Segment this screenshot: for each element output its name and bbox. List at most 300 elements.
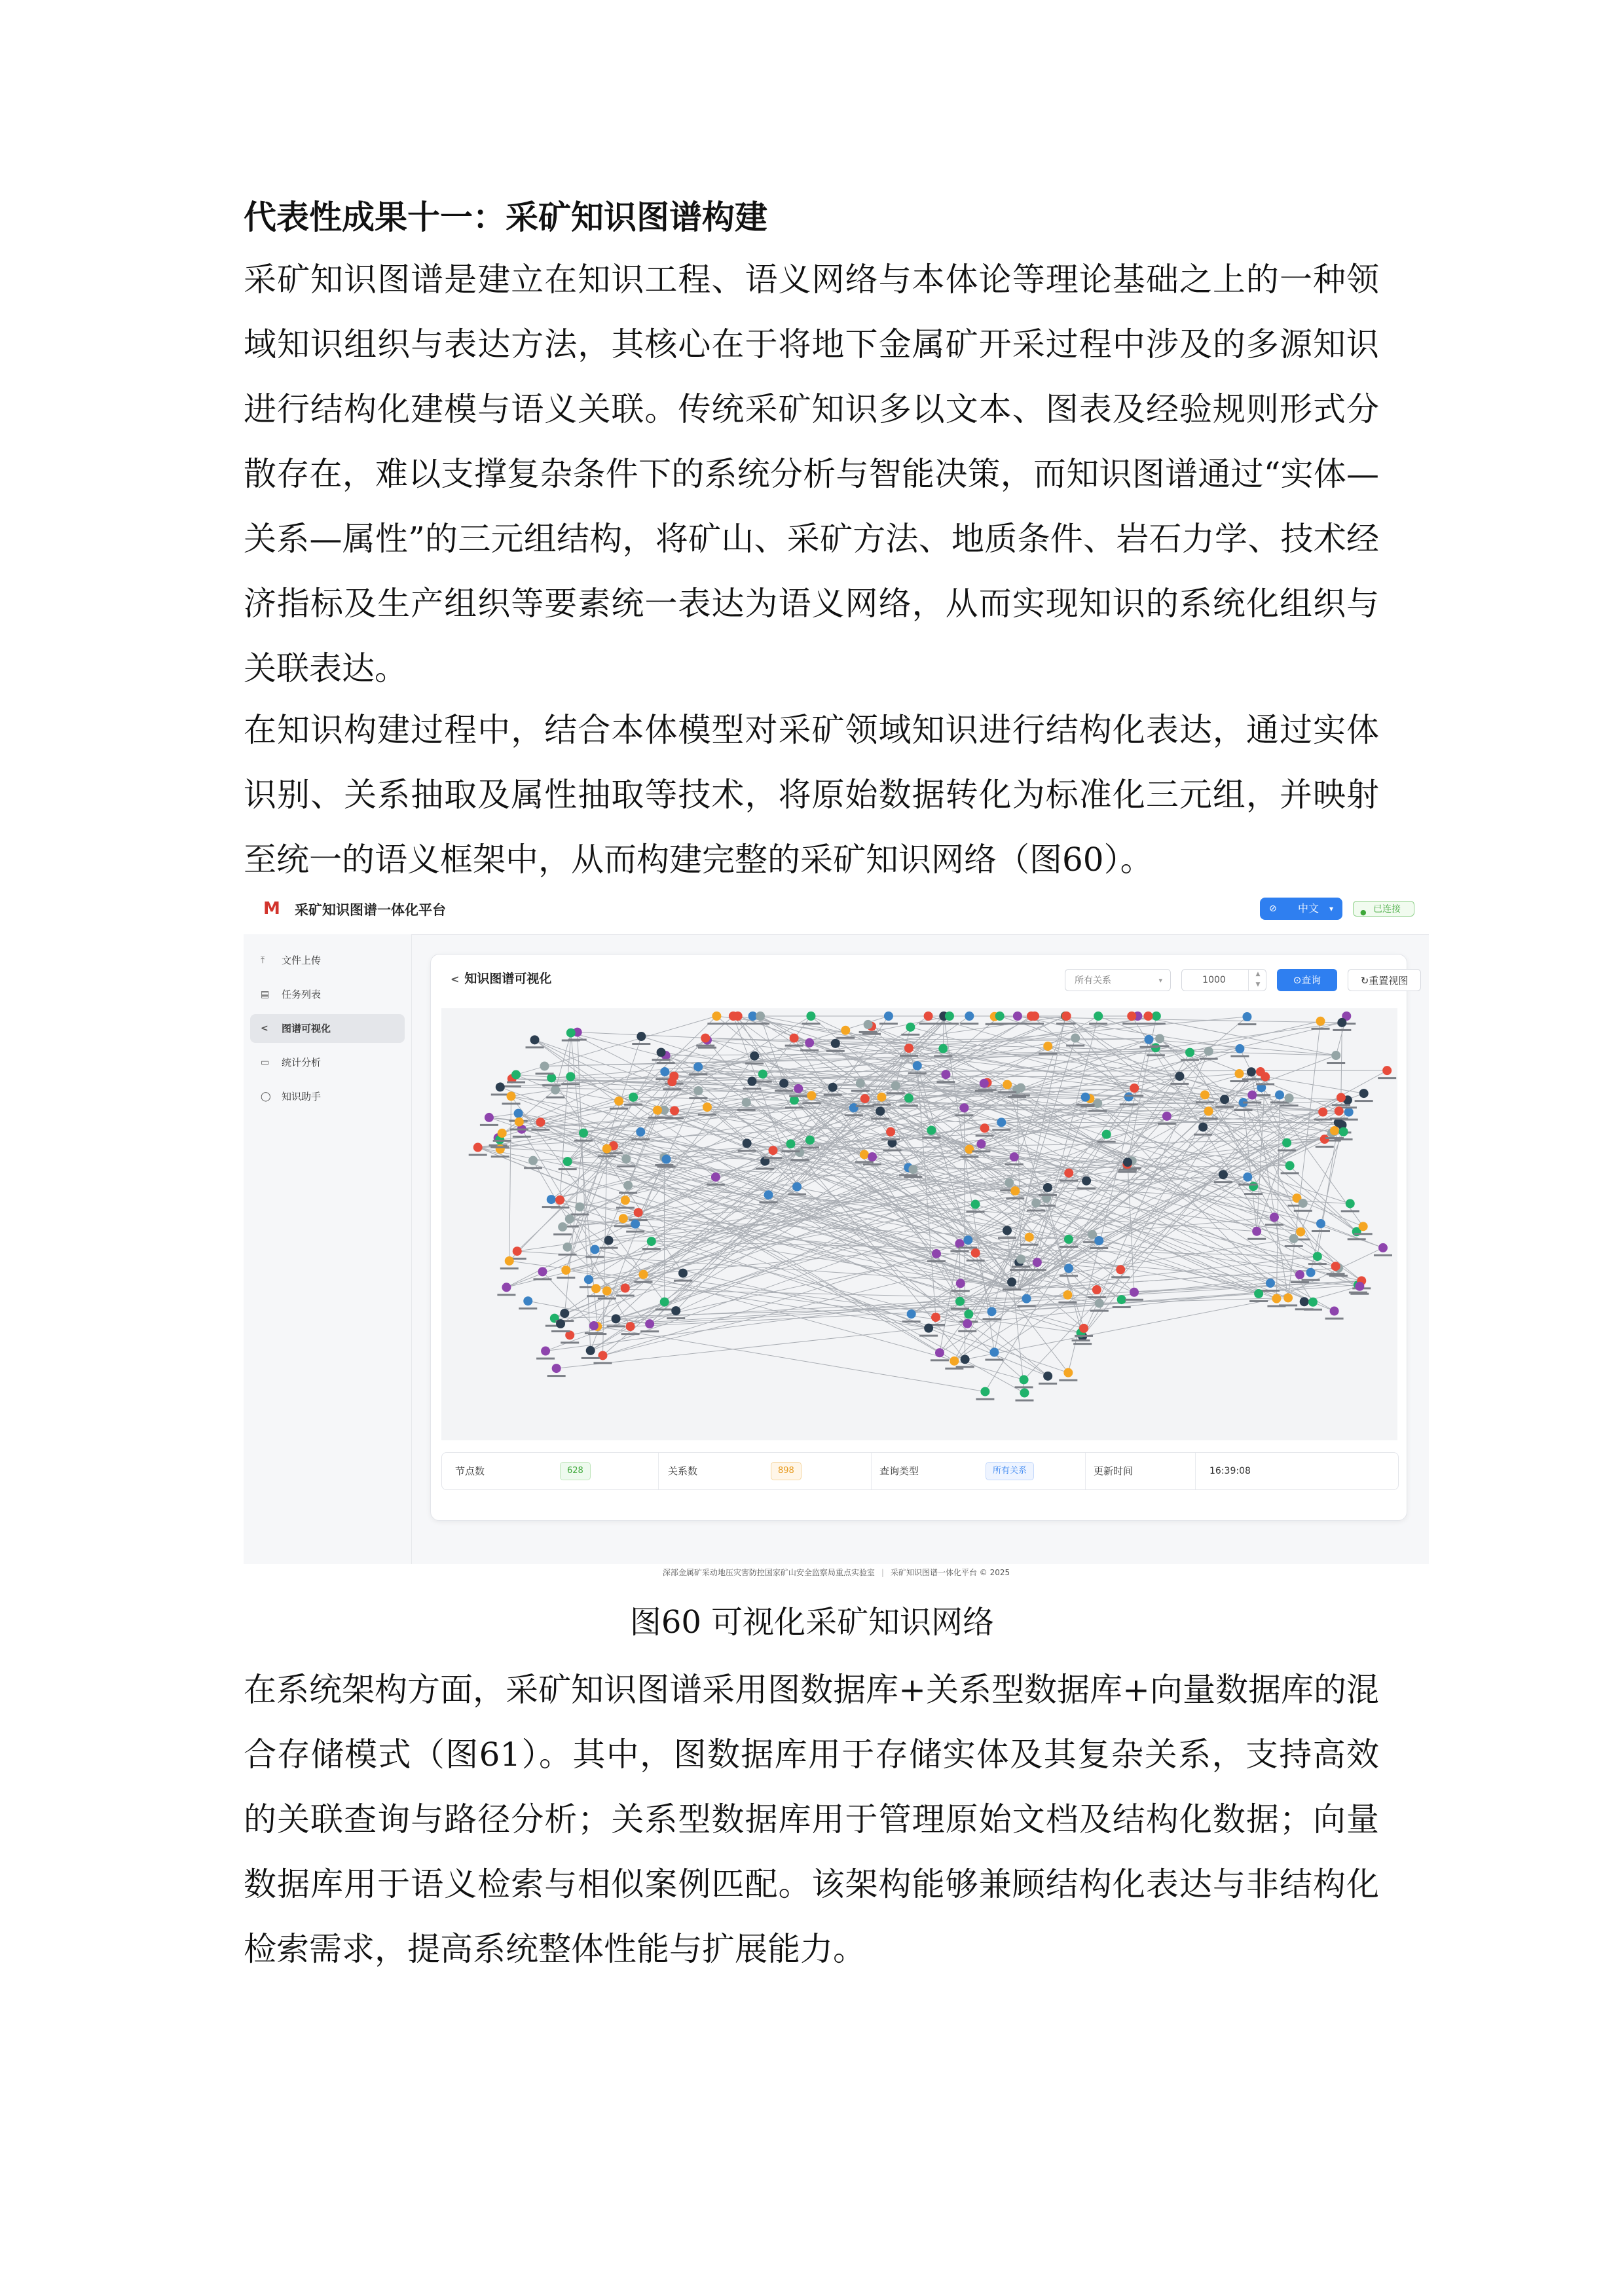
graph-node-label xyxy=(934,1055,952,1057)
edge-count-label: 关系数 xyxy=(668,1465,698,1477)
graph-node-label xyxy=(1088,1296,1106,1298)
graph-node-label xyxy=(1075,1335,1093,1337)
graph-node xyxy=(1116,1265,1125,1274)
graph-node xyxy=(997,1118,1006,1127)
graph-node-label xyxy=(536,1358,555,1360)
graph-node xyxy=(1095,1299,1104,1308)
graph-node xyxy=(621,1283,630,1292)
graph-node xyxy=(1081,1093,1090,1102)
graph-node-label xyxy=(632,1043,650,1045)
graph-node-label xyxy=(1335,1139,1353,1140)
graph-node-label xyxy=(500,1267,519,1269)
graph-node-label xyxy=(524,1167,542,1169)
graph-node xyxy=(1198,1123,1208,1132)
graph-node-label xyxy=(1312,1028,1330,1030)
graph-node xyxy=(1249,1182,1258,1191)
graph-node xyxy=(541,1347,550,1356)
graph-node-label xyxy=(1304,1309,1322,1311)
graph-node xyxy=(586,1346,595,1355)
graph-node-label xyxy=(785,1106,803,1108)
graph-node-label xyxy=(551,1207,569,1209)
graph-node xyxy=(961,1355,970,1364)
graph-node-label xyxy=(655,1164,673,1166)
graph-node xyxy=(828,1083,838,1092)
graph-node xyxy=(1117,1295,1126,1304)
graph-node xyxy=(502,1283,511,1292)
graph-node xyxy=(538,1267,547,1276)
graph-edge xyxy=(478,1148,1081,1333)
graph-node xyxy=(805,1135,815,1144)
graph-node-label xyxy=(1285,1245,1303,1247)
graph-node-label xyxy=(1158,1123,1176,1125)
graph-node xyxy=(964,1309,973,1319)
graph-node-label xyxy=(642,1248,661,1250)
graph-node-label xyxy=(1077,1104,1095,1106)
graph-node-label xyxy=(883,1149,901,1151)
graph-node xyxy=(1306,1268,1316,1277)
graph-node xyxy=(561,1266,570,1275)
graph-node-label xyxy=(559,1168,577,1170)
graph-node xyxy=(1300,1297,1309,1306)
graph-node-label xyxy=(1028,1269,1046,1271)
graph-node xyxy=(653,1106,662,1115)
graph-node-label xyxy=(1020,1244,1039,1246)
footer-copyright: 采矿知识图谱一体化平台 © 2025 xyxy=(890,1568,1010,1577)
graph-node-label xyxy=(826,1050,845,1052)
graph-node-label xyxy=(1329,1275,1348,1277)
graph-node-label xyxy=(1281,1172,1299,1174)
reset-view-button[interactable] xyxy=(1348,969,1421,991)
graph-node xyxy=(566,1029,576,1038)
graph-node-label xyxy=(737,1109,756,1111)
graph-node-label xyxy=(1355,1100,1373,1102)
graph-node-label xyxy=(497,1294,515,1296)
graph-node xyxy=(579,1129,588,1138)
graph-node-label xyxy=(531,1129,549,1131)
graph-node xyxy=(729,1011,738,1021)
graph-node xyxy=(795,1148,804,1157)
graph-node-label xyxy=(553,1233,572,1235)
graph-node xyxy=(792,1182,802,1192)
graph-node xyxy=(1296,1228,1305,1237)
graph-node xyxy=(924,1324,933,1333)
graph-node xyxy=(560,1309,569,1318)
graph-node xyxy=(1337,1018,1346,1027)
graph-node-label xyxy=(927,1260,946,1262)
graph-node xyxy=(1030,1011,1039,1021)
graph-node-label xyxy=(600,1247,618,1249)
graph-node xyxy=(498,1129,507,1138)
graph-node-label xyxy=(966,1211,984,1213)
graph-node xyxy=(1144,1035,1153,1044)
graph-node-label xyxy=(634,1281,652,1283)
graph-node-label xyxy=(1249,1300,1268,1302)
share-graph-icon: < xyxy=(261,1023,268,1034)
graph-node-label xyxy=(526,1046,544,1048)
graph-node-label xyxy=(955,1114,973,1116)
graph-node-label xyxy=(657,1166,676,1168)
graph-node xyxy=(701,1034,710,1043)
graph-node-label xyxy=(1090,1310,1109,1312)
graph-node-label xyxy=(1200,1118,1218,1120)
graph-node xyxy=(1031,1199,1041,1208)
graph-node xyxy=(1013,1011,1022,1021)
graph-node xyxy=(473,1143,483,1152)
graph-node xyxy=(1270,1212,1279,1222)
graph-node xyxy=(1378,1243,1388,1252)
task-list-icon: ▤ xyxy=(261,989,270,1000)
graph-node xyxy=(602,1286,612,1296)
graph-node-label xyxy=(1008,1096,1026,1098)
graph-svg[interactable] xyxy=(441,1008,1397,1440)
graph-node xyxy=(584,1275,593,1284)
graph-node-label xyxy=(1125,1299,1143,1301)
graph-node-label xyxy=(967,1260,985,1262)
graph-node-label xyxy=(1215,1106,1234,1108)
panel-title xyxy=(451,969,551,989)
graph-node xyxy=(614,1097,623,1106)
chevron-down-icon: ▾ xyxy=(1329,904,1333,913)
graph-node-label xyxy=(1214,1181,1232,1183)
language-dropdown[interactable] xyxy=(1260,898,1342,920)
graph-node-label xyxy=(862,1033,881,1035)
graph-node xyxy=(956,1279,965,1288)
sidebar-item-task-list[interactable] xyxy=(250,980,405,1009)
graph-node-label xyxy=(976,1398,994,1400)
graph-node xyxy=(1064,1235,1073,1244)
graph-node xyxy=(1275,1090,1284,1099)
graph-node xyxy=(507,1091,516,1101)
graph-node xyxy=(629,1093,638,1102)
graph-edge xyxy=(995,1017,1342,1023)
graph-node xyxy=(805,1038,814,1048)
graph-node-label xyxy=(1060,1180,1078,1182)
graph-node-label xyxy=(561,1084,580,1085)
graph-node xyxy=(764,1190,773,1199)
graph-node-label xyxy=(836,1037,855,1039)
graph-node xyxy=(523,1296,532,1305)
graph-node xyxy=(1254,1289,1263,1298)
graph-node-label xyxy=(976,1135,994,1137)
graph-node-label xyxy=(1025,1023,1044,1025)
graph-node xyxy=(1092,1285,1101,1294)
language-label: 中文 xyxy=(1298,902,1320,915)
graph-node xyxy=(566,1072,575,1082)
graph-node-label xyxy=(1089,1023,1107,1025)
graph-node-label xyxy=(1302,1279,1320,1281)
graph-node-label xyxy=(698,1047,716,1049)
graph-node-label xyxy=(789,1095,807,1097)
graph-node xyxy=(806,1011,815,1021)
graph-node xyxy=(1102,1130,1111,1139)
graph-node-label xyxy=(562,1040,580,1042)
knowledge-graph-canvas[interactable] xyxy=(441,1008,1397,1440)
graph-node xyxy=(1359,1222,1368,1231)
graph-node-label xyxy=(616,1207,635,1209)
graph-node-label xyxy=(972,1150,990,1152)
graph-node xyxy=(938,1044,948,1053)
graph-node xyxy=(1003,1226,1012,1235)
graph-node xyxy=(1127,1011,1136,1021)
relation-filter-select[interactable] xyxy=(1065,969,1171,991)
graph-node-label xyxy=(491,1093,509,1095)
sidebar-item-graph-visualization[interactable] xyxy=(250,1014,405,1043)
graph-node xyxy=(790,1034,799,1043)
graph-node xyxy=(1337,1093,1346,1102)
graph-node xyxy=(1252,1227,1261,1236)
graph-node xyxy=(913,1061,922,1070)
graph-node-label xyxy=(1072,1339,1090,1341)
graph-node-label xyxy=(1012,1266,1030,1267)
graph-node-label xyxy=(493,1140,511,1142)
graph-node xyxy=(496,1144,505,1154)
graph-node xyxy=(514,1109,523,1118)
graph-node-label xyxy=(631,1139,650,1140)
graph-node-label xyxy=(1118,1171,1136,1173)
graph-node xyxy=(1382,1066,1392,1075)
graph-node-label xyxy=(665,1118,684,1120)
graph-node xyxy=(1025,1233,1034,1242)
graph-node-label xyxy=(940,1023,959,1025)
panel-title-text: 知识图谱可视化 xyxy=(464,972,552,986)
graph-node-label xyxy=(992,1129,1010,1131)
graph-node-label xyxy=(491,1156,509,1157)
graph-node-label xyxy=(1238,1184,1257,1186)
graph-node-label xyxy=(900,1055,918,1057)
graph-node-label xyxy=(1278,1150,1296,1152)
query-type-value: 所有关系 xyxy=(986,1462,1034,1480)
graph-node xyxy=(1316,1017,1325,1026)
graph-node xyxy=(1308,1298,1318,1307)
graph-node-label xyxy=(1113,1306,1131,1308)
graph-node-label xyxy=(551,1330,570,1332)
graph-node xyxy=(563,1157,572,1166)
graph-node xyxy=(703,1102,712,1112)
graph-node-label xyxy=(1073,1343,1092,1345)
graph-node xyxy=(1283,1293,1293,1302)
graph-node-label xyxy=(1238,1023,1256,1025)
graph-node-label xyxy=(951,1308,969,1310)
graph-node-label xyxy=(951,1290,970,1292)
graph-node-label xyxy=(593,1362,612,1364)
query-button-label: 查询 xyxy=(1301,974,1321,986)
graph-node-label xyxy=(598,1298,616,1300)
graph-node xyxy=(980,1123,989,1133)
graph-node xyxy=(1022,1294,1031,1303)
graph-node xyxy=(1204,1047,1213,1056)
sidebar-item-label: 图谱可视化 xyxy=(282,1023,331,1034)
graph-node-label xyxy=(1265,1224,1283,1226)
graph-node xyxy=(1204,1106,1213,1116)
graph-node-label xyxy=(689,1073,707,1075)
graph-node-label xyxy=(931,1359,949,1361)
node-count-value: 628 xyxy=(560,1462,591,1480)
graph-node-label xyxy=(557,1277,575,1279)
graph-node-label xyxy=(585,1332,603,1334)
graph-node xyxy=(965,1011,974,1021)
graph-node xyxy=(1143,1011,1153,1021)
graph-node xyxy=(711,1173,720,1182)
graph-node xyxy=(868,1152,877,1161)
graph-node xyxy=(660,1067,669,1076)
graph-node-label xyxy=(519,1307,537,1309)
graph-node xyxy=(530,1035,540,1044)
graph-node-label xyxy=(960,1156,978,1157)
graph-node xyxy=(945,1011,954,1021)
graph-node-label xyxy=(759,1201,777,1203)
graph-node-label xyxy=(1294,1210,1312,1212)
graph-node xyxy=(1093,1099,1102,1108)
graph-node xyxy=(591,1284,600,1293)
query-type-label: 查询类型 xyxy=(879,1465,919,1477)
graph-node xyxy=(1152,1011,1161,1021)
graph-node-label xyxy=(871,1118,889,1120)
graph-node-label xyxy=(802,1023,820,1025)
graph-node xyxy=(743,1139,752,1148)
graph-node-label xyxy=(640,1330,659,1332)
graph-node-label xyxy=(490,1146,509,1148)
graph-node-label xyxy=(887,1092,905,1094)
graph-node-label xyxy=(1120,1103,1138,1105)
graph-node-label xyxy=(1350,1293,1369,1295)
graph-node-label xyxy=(1088,1110,1107,1112)
graph-node xyxy=(485,1113,494,1122)
graph-node xyxy=(623,1181,633,1190)
graph-node xyxy=(1007,1277,1016,1286)
edge-count-value: 898 xyxy=(771,1462,802,1480)
graph-node xyxy=(626,1322,635,1331)
graph-node-label xyxy=(614,1225,633,1227)
graph-node-label xyxy=(788,1194,806,1195)
graph-node-label xyxy=(790,1159,809,1161)
graph-node xyxy=(1185,1048,1194,1057)
graph-node-label xyxy=(1077,1188,1096,1190)
graph-node-label xyxy=(881,1139,900,1140)
graph-node-label xyxy=(1374,1254,1392,1256)
graph-node xyxy=(604,1236,614,1245)
graph-node xyxy=(980,1387,989,1396)
graph-node-label xyxy=(469,1154,487,1156)
graph-node-label xyxy=(559,1254,577,1256)
graph-node xyxy=(1162,1112,1172,1121)
graph-node xyxy=(1289,1234,1299,1243)
graph-node-label xyxy=(1006,1197,1024,1199)
graph-node xyxy=(959,1103,969,1112)
construction-paragraph: 在知识构建过程中，结合本体模型对采矿领域知识进行结构化表达，通过实体识别、关系抽取及属性抽取等技术，将原始数据转化为标准化三元组，并映射至统一的语义框架中，从而构建完整的采矿知识网络（图60）。 xyxy=(244,711,1379,879)
graph-node xyxy=(1282,1139,1291,1148)
stat-divider xyxy=(871,1453,872,1489)
footer-lab-name: 深部金属矿采动地压灾害防控国家矿山安全监察局重点实验室 xyxy=(662,1568,875,1577)
refresh-icon: ↻ xyxy=(1360,975,1369,987)
graph-node xyxy=(1079,1324,1088,1333)
query-button[interactable] xyxy=(1277,969,1337,991)
graph-node xyxy=(1344,1108,1354,1117)
graph-node-label xyxy=(751,1023,769,1025)
graph-node-label xyxy=(824,1094,842,1096)
graph-node-label xyxy=(581,1357,600,1359)
graph-edge xyxy=(760,1016,809,1043)
graph-node xyxy=(1313,1252,1322,1261)
graph-node-label xyxy=(919,1335,938,1337)
graph-node-label xyxy=(1059,1379,1077,1381)
architecture-paragraph: 在系统架构方面，采矿知识图谱采用图数据库+关系型数据库+向量数据库的混合存储模式（图61）。其中，图数据库用于存储实体及其复杂关系，支持高效的关联查询与路径分析；关系型数据库用于管理原始文档及结构化数据；向量数据库用于语义检索与相似案例匹配。该架构能够兼顾结构化表达与非结构化检索需求，提高系统整体性能与扩展能力。 xyxy=(244,1671,1379,1968)
graph-node-label xyxy=(851,1090,870,1092)
graph-node xyxy=(1247,1091,1257,1100)
sidebar xyxy=(244,934,412,1581)
graph-node xyxy=(941,1070,950,1079)
graph-node xyxy=(1318,1107,1327,1116)
graph-node xyxy=(935,1348,944,1357)
graph-node-label xyxy=(1015,1400,1033,1402)
graph-node-label xyxy=(745,1063,764,1065)
graph-node-label xyxy=(1027,1210,1045,1212)
graph-node xyxy=(1285,1093,1294,1102)
limit-stepper[interactable]: ▲ ▼ xyxy=(1248,969,1267,991)
graph-node-label xyxy=(1378,1077,1396,1079)
connection-status-label: 已连接 xyxy=(1373,904,1401,915)
graph-node xyxy=(1043,1372,1052,1381)
graph-node xyxy=(1346,1199,1355,1208)
graph-node-label xyxy=(1010,1269,1028,1271)
graph-node-label xyxy=(855,1161,874,1163)
graph-node-label xyxy=(1039,1053,1057,1055)
graph-node-label xyxy=(1308,1263,1327,1265)
graph-node xyxy=(971,1248,980,1258)
graph-node xyxy=(1335,1106,1344,1116)
graph-node-label xyxy=(900,1104,918,1106)
graph-node-label xyxy=(696,1045,714,1047)
graph-node-label xyxy=(950,1250,969,1252)
graph-node xyxy=(794,1084,803,1093)
graph-node xyxy=(1003,1080,1012,1089)
graph-node xyxy=(511,1070,521,1080)
graph-node xyxy=(1155,1034,1164,1043)
graph-node-label xyxy=(1118,1169,1137,1171)
graph-node xyxy=(864,1020,873,1029)
graph-node-label xyxy=(1314,1118,1332,1120)
graph-node-label xyxy=(991,1023,1009,1025)
graph-node-label xyxy=(587,1295,605,1297)
graph-edge xyxy=(1018,1051,1209,1290)
graph-node-label xyxy=(1060,1246,1078,1248)
sidebar-item-file-upload[interactable] xyxy=(250,946,405,975)
sidebar-item-statistics[interactable] xyxy=(250,1048,405,1077)
graph-node xyxy=(619,1214,628,1223)
graph-edge xyxy=(551,1199,644,1275)
graph-node-label xyxy=(624,1104,642,1106)
graph-node xyxy=(1010,1152,1019,1161)
reset-button-label: 重置视图 xyxy=(1369,975,1409,987)
graph-node-label xyxy=(1234,1109,1253,1111)
graph-node xyxy=(1094,1236,1103,1245)
graph-node xyxy=(924,1011,933,1021)
graph-node xyxy=(693,1086,703,1095)
graph-node xyxy=(1355,1282,1364,1291)
graph-node xyxy=(1123,1157,1132,1167)
graph-node-label xyxy=(598,1156,616,1157)
graph-node xyxy=(995,1011,1005,1021)
graph-node xyxy=(976,1139,986,1148)
graph-node xyxy=(657,1048,666,1057)
graph-node-label xyxy=(1147,1054,1165,1056)
graph-node-label xyxy=(1280,1104,1299,1106)
graph-node-label xyxy=(616,1294,635,1296)
sidebar-item-knowledge-assistant[interactable] xyxy=(250,1082,405,1111)
graph-node-label xyxy=(507,1082,525,1084)
graph-node xyxy=(1295,1270,1304,1279)
graph-node-label xyxy=(756,1168,774,1170)
graph-node xyxy=(1299,1199,1308,1208)
